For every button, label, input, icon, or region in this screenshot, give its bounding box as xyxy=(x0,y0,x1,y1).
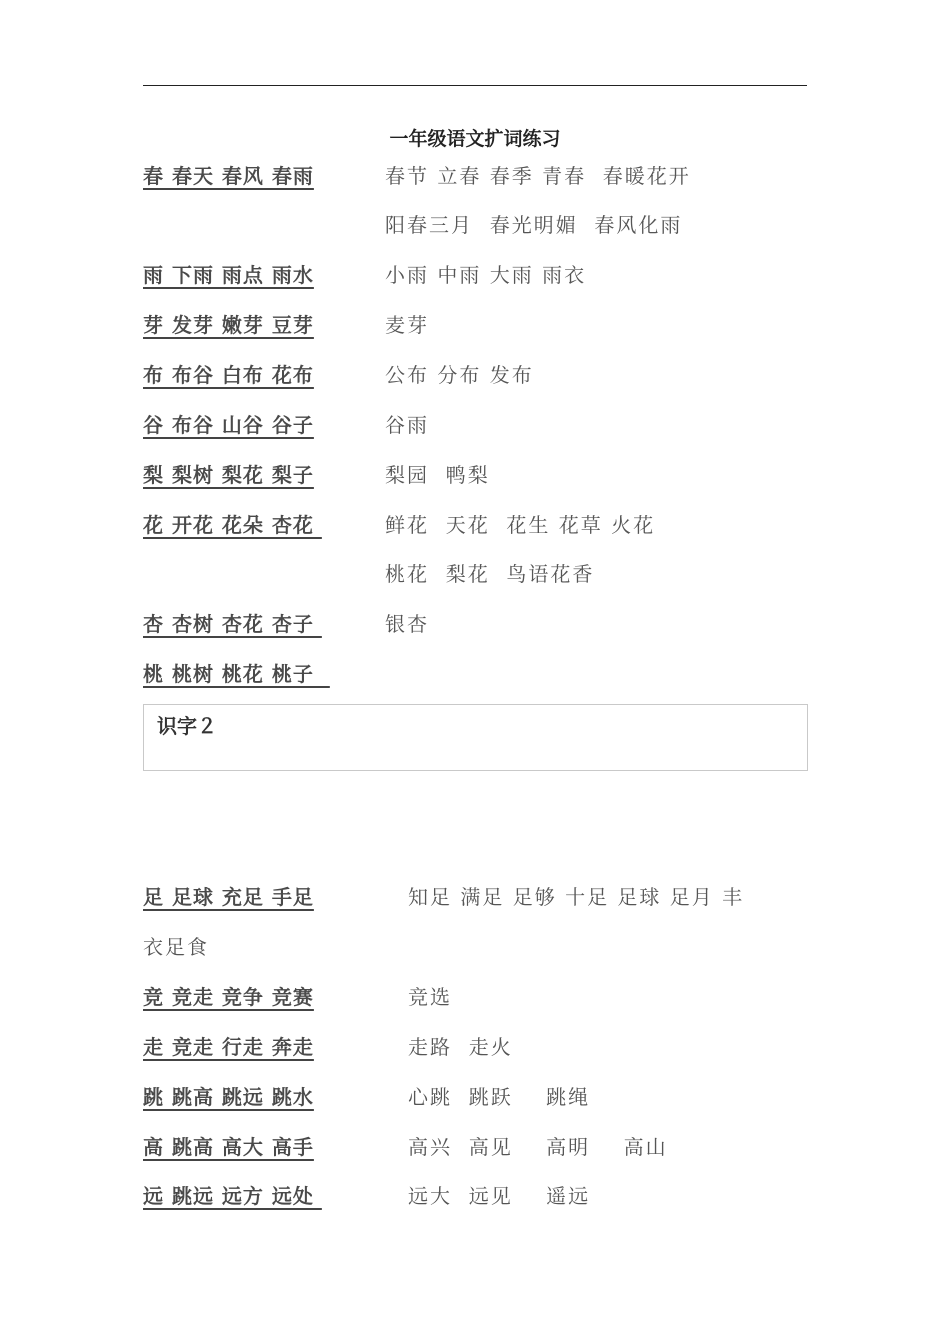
extended-words: 公布 分布 发布 xyxy=(385,363,534,387)
key-words: 雨 下雨 雨点 雨水 xyxy=(143,263,314,287)
extended-words: 鲜花 天花 花生 花草 火花 xyxy=(385,513,656,537)
extended-words: 远大 远见 遥远 xyxy=(408,1184,591,1208)
key-words: 高 跳高 高大 高手 xyxy=(143,1135,314,1159)
section-label-box xyxy=(143,704,808,771)
extended-words: 春节 立春 春季 青春 春暖花开 xyxy=(385,164,691,188)
top-rule xyxy=(143,85,807,86)
key-words: 足 足球 充足 手足 xyxy=(143,885,314,909)
extended-words: 桃花 梨花 鸟语花香 xyxy=(385,562,595,586)
key-words: 布 布谷 白布 花布 xyxy=(143,363,314,387)
extended-words: 知足 满足 足够 十足 足球 足月 丰 xyxy=(408,885,745,909)
key-words: 桃 桃树 桃花 桃子 xyxy=(143,662,330,686)
key-words: 远 跳远 远方 远处 xyxy=(143,1184,322,1208)
extended-words: 梨园 鸭梨 xyxy=(385,463,490,487)
key-words: 跳 跳高 跳远 跳水 xyxy=(143,1085,314,1109)
key-words: 竞 竞走 竞争 竞赛 xyxy=(143,985,314,1009)
extended-words: 谷雨 xyxy=(385,413,429,437)
extended-words: 银杏 xyxy=(385,612,429,636)
key-words: 芽 发芽 嫩芽 豆芽 xyxy=(143,313,314,337)
extended-words: 小雨 中雨 大雨 雨衣 xyxy=(385,263,587,287)
extended-words: 走路 走火 xyxy=(408,1035,513,1059)
page-title: 一年级语文扩词练习 xyxy=(389,128,561,150)
extended-words: 竞选 xyxy=(408,985,452,1009)
extended-words: 阳春三月 春光明媚 春风化雨 xyxy=(385,213,683,237)
key-words: 谷 布谷 山谷 谷子 xyxy=(143,413,314,437)
key-words: 杏 杏树 杏花 杏子 xyxy=(143,612,322,636)
extended-words: 高兴 高见 高明 高山 xyxy=(408,1135,668,1159)
key-words: 春 春天 春风 春雨 xyxy=(143,164,314,188)
extended-words: 衣足食 xyxy=(143,935,209,959)
key-words: 走 竞走 行走 奔走 xyxy=(143,1035,314,1059)
key-words: 梨 梨树 梨花 梨子 xyxy=(143,463,314,487)
extended-words: 麦芽 xyxy=(385,313,429,337)
extended-words: 心跳 跳跃 跳绳 xyxy=(408,1085,591,1109)
key-words: 花 开花 花朵 杏花 xyxy=(143,513,322,537)
section-label: 识字２ xyxy=(157,714,217,738)
